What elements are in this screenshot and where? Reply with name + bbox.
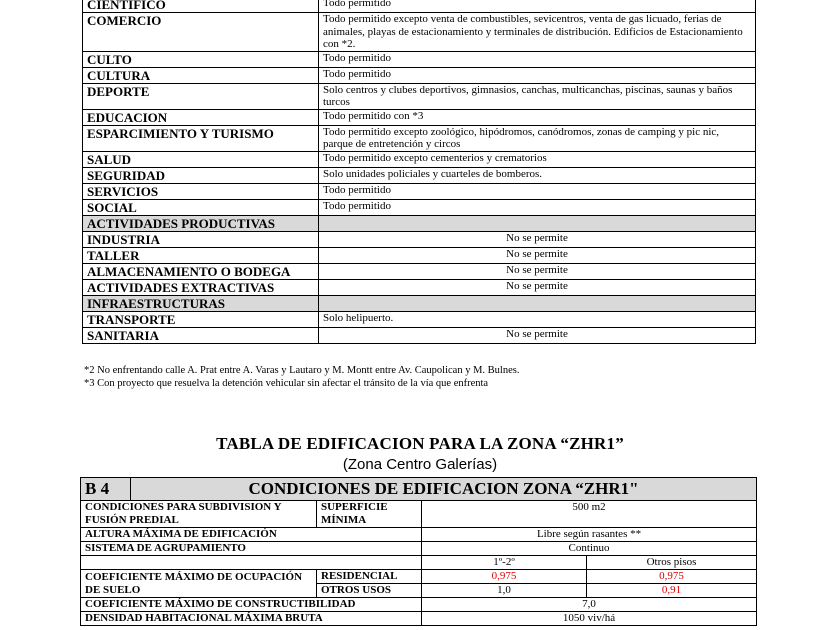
pisos-1-header: 1º-2º — [422, 556, 587, 570]
table-row — [81, 570, 757, 584]
subdivision-label: CONDICIONES PARA SUBDIVISION Y FUSIÓN PREDIAL — [81, 501, 317, 528]
table-row — [83, 151, 756, 167]
residencial-label: RESIDENCIAL — [317, 570, 422, 584]
table-row — [81, 598, 757, 612]
use-value: No se permite — [319, 279, 756, 295]
table-row — [81, 556, 757, 570]
section-title: TABLA DE EDIFICACION PARA LA ZONA “ZHR1” — [216, 434, 624, 453]
footnotes — [84, 364, 519, 390]
table-row — [83, 0, 756, 13]
constructibilidad-label: COEFICIENTE MÁXIMO DE CONSTRUCTIBILIDAD — [81, 598, 422, 612]
footnote-3: *3 Con proyecto que resuelva la detención vehicular sin afectar el tránsito de la vía que enfrenta — [84, 378, 489, 389]
use-label: CULTURA — [83, 67, 319, 83]
table-row — [83, 51, 756, 67]
use-value: No se permite — [319, 327, 756, 343]
table-row — [81, 612, 757, 626]
use-value: Todo permitido — [319, 199, 756, 215]
use-value: Todo permitido — [319, 0, 756, 13]
table-row — [83, 13, 756, 52]
table-row — [83, 183, 756, 199]
superficie-value: 500 m2 — [422, 501, 757, 528]
use-value: No se permite — [319, 231, 756, 247]
table-row — [83, 67, 756, 83]
use-label: SANITARIA — [83, 327, 319, 343]
altura-label: ALTURA MÁXIMA DE EDIFICACIÓN — [81, 528, 422, 542]
use-label: INDUSTRIA — [83, 231, 319, 247]
section-title: ACTIVIDADES PRODUCTIVAS — [83, 215, 319, 231]
ocupacion-label: COEFICIENTE MÁXIMO DE OCUPACIÓN DE SUELO — [81, 570, 317, 598]
section-header-row — [83, 295, 756, 311]
use-label: SOCIAL — [83, 199, 319, 215]
use-value: Todo permitido excepto venta de combustibles, sevicentros, venta de gas licuado, ferias de animales, playas de estacionamiento y terminales de distribución. Edificios de Estacionamiento con *2. — [319, 13, 756, 52]
use-label: TALLER — [83, 247, 319, 263]
use-value: No se permite — [319, 247, 756, 263]
use-value: Solo helipuerto. — [319, 311, 756, 327]
residencial-value-1: 0,975 — [422, 570, 587, 584]
use-value: Todo permitido con *3 — [319, 109, 756, 125]
constructibilidad-value: 7,0 — [422, 598, 757, 612]
section-subtitle: (Zona Centro Galerías) — [342, 456, 498, 473]
use-label: CIENTIFICO — [83, 0, 319, 13]
table-row — [83, 231, 756, 247]
usage-table — [82, 0, 756, 344]
densidad-value: 1050 viv/há — [422, 612, 757, 626]
use-label: EDUCACION — [83, 109, 319, 125]
table-row — [83, 279, 756, 295]
table-row — [83, 311, 756, 327]
use-value: Todo permitido — [319, 51, 756, 67]
table-row — [83, 83, 756, 109]
table-row — [81, 501, 757, 528]
use-label: DEPORTE — [83, 83, 319, 109]
agrupamiento-value: Continuo — [422, 542, 757, 556]
table-header-row — [81, 478, 757, 501]
pisos-otros-header: Otros pisos — [587, 556, 757, 570]
residencial-value-otros: 0,975 — [587, 570, 757, 584]
otros-usos-value-1: 1,0 — [422, 584, 587, 598]
table-row — [83, 125, 756, 151]
use-value: No se permite — [319, 263, 756, 279]
use-label: TRANSPORTE — [83, 311, 319, 327]
densidad-label: DENSIDAD HABITACIONAL MÁXIMA BRUTA — [81, 612, 422, 626]
use-value: Todo permitido excepto cementerios y crematorios — [319, 151, 756, 167]
use-label: SALUD — [83, 151, 319, 167]
use-value: Todo permitido excepto zoológico, hipódromos, canódromos, zonas de camping y pic nic, parque de entretención y circos — [319, 125, 756, 151]
use-value: Todo permitido — [319, 183, 756, 199]
table-header: CONDICIONES DE EDIFICACION ZONA “ZHR1" — [131, 478, 757, 501]
table-row — [81, 542, 757, 556]
otros-usos-label: OTROS USOS — [317, 584, 422, 598]
building-conditions-table — [80, 477, 757, 626]
use-label: CULTO — [83, 51, 319, 67]
use-value: Todo permitido — [319, 67, 756, 83]
table-row — [81, 528, 757, 542]
altura-value: Libre según rasantes ** — [422, 528, 757, 542]
use-label: COMERCIO — [83, 13, 319, 52]
otros-usos-value-otros: 0,91 — [587, 584, 757, 598]
use-label: SEGURIDAD — [83, 167, 319, 183]
table-row — [83, 263, 756, 279]
use-label: ESPARCIMIENTO Y TURISMO — [83, 125, 319, 151]
footnote-2: *2 No enfrentando calle A. Prat entre A. Varas y Lautaro y M. Montt entre Av. Caupolican y M. Bulnes. — [84, 365, 520, 376]
use-label: SERVICIOS — [83, 183, 319, 199]
table-row — [83, 327, 756, 343]
zone-code: B 4 — [81, 478, 131, 501]
table-row — [83, 109, 756, 125]
agrupamiento-label: SISTEMA DE AGRUPAMIENTO — [81, 542, 422, 556]
use-value: Solo unidades policiales y cuarteles de bomberos. — [319, 167, 756, 183]
section-title: INFRAESTRUCTURAS — [83, 295, 319, 311]
use-label: ACTIVIDADES EXTRACTIVAS — [83, 279, 319, 295]
use-label: ALMACENAMIENTO O BODEGA — [83, 263, 319, 279]
table-row — [83, 199, 756, 215]
superficie-label: SUPERFICIE MÍNIMA — [317, 501, 422, 528]
use-value: Solo centros y clubes deportivos, gimnasios, canchas, multicanchas, piscinas, saunas y baños turcos — [319, 83, 756, 109]
table-row — [83, 247, 756, 263]
section-header-row — [83, 215, 756, 231]
table-row — [83, 167, 756, 183]
